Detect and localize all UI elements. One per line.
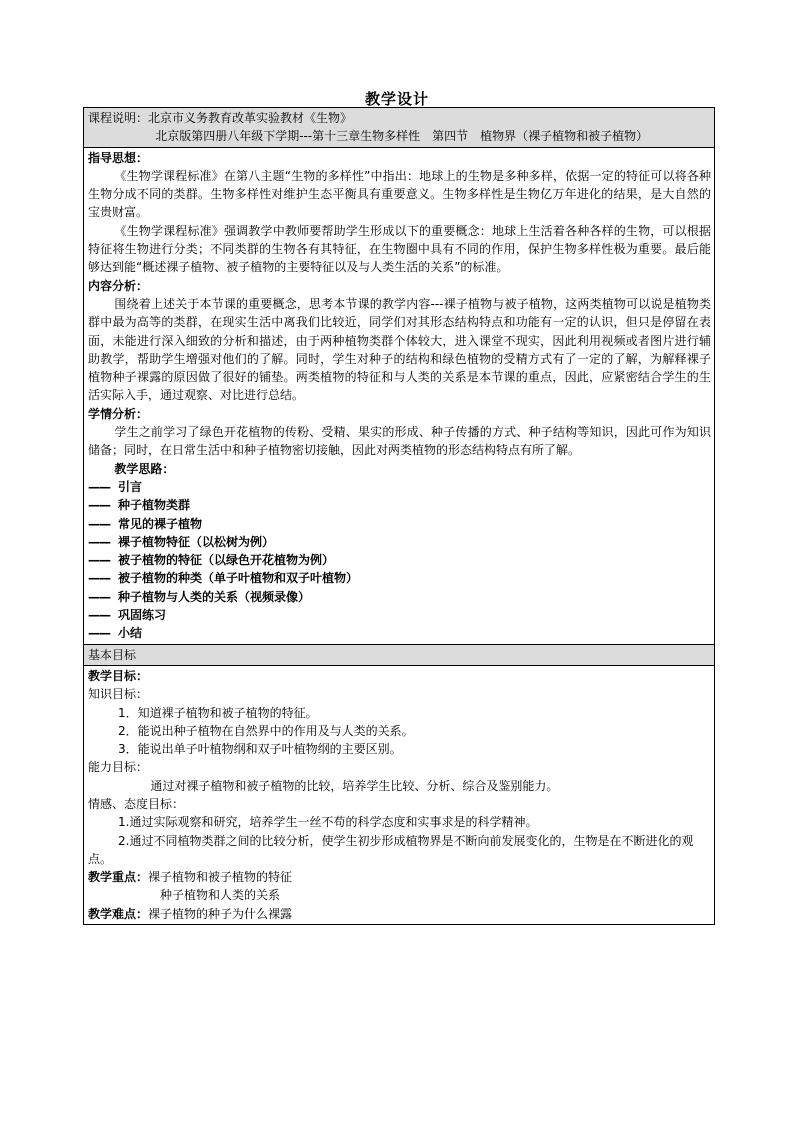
teaching-flow-list [88, 478, 711, 643]
guide-paragraph-2: 《生物学课程标准》强调教学中教师要帮助学生形成以下的重要概念：地球上生活着各种各样的生物，可以根据特征将生物进行分类；不同类群的生物各有其特征，在生物圈中具有不同的作用，保护生物多样性极为重要。最后能够达到能“概述裸子植物、被子植物的主要特征以及与人类生活的关系”的标准。 [88, 223, 711, 275]
student-heading: 学情分析： [88, 406, 149, 421]
key-points-label: 教学重点： [88, 870, 149, 885]
flow-item: —— 被子植物的特征（以绿色开花植物为例） [88, 553, 335, 568]
guide-heading: 指导思想： [88, 150, 149, 165]
basic-goals-row: 基本目标 [84, 645, 714, 666]
emotion-goals-label: 情感、态度目标： [88, 796, 185, 811]
key-points [88, 868, 711, 886]
flow-item: —— 小结 [88, 626, 143, 641]
key-point-2: 种子植物和人类的关系 [160, 888, 281, 903]
difficulty [88, 905, 711, 923]
difficulty-text: 裸子植物的种子为什么裸露 [148, 906, 293, 921]
course-description-row [84, 108, 714, 148]
main-content-row [84, 148, 714, 645]
ability-goal: 通过对裸子植物和被子植物的比较，培养学生比较、分析、综合及鉴别能力。 [150, 778, 559, 793]
emotion-goal: 2.通过不同植物类群之间的比较分析，使学生初步形成植物界是不断向前发展变化的，生物是在不断进化的观点。 [88, 833, 694, 866]
knowledge-goals-label: 知识目标： [88, 687, 149, 702]
flow-item: —— 裸子植物特征（以松树为例） [88, 534, 275, 549]
flow-item: —— 引言 [88, 479, 143, 494]
flow-item: —— 常见的裸子植物 [88, 516, 203, 531]
knowledge-goal: 3．能说出单子叶植物纲和双子叶植物纲的主要区别。 [118, 742, 402, 757]
ability-goals-label: 能力目标： [88, 760, 149, 775]
course-line-1: 课程说明：北京市义务教育改革实验教材《生物》 [88, 111, 353, 125]
document-title: 教学设计 [364, 90, 429, 108]
content-heading: 内容分析： [88, 278, 149, 293]
guide-paragraph-1: 《生物学课程标准》在第八主题“生物的多样性”中指出：地球上的生物是多种多样，依据一定的特征可以将各种生物分成不同的类群。生物多样性对维护生态平衡具有重要意义。生物多样性是生物亿万年进化的结果，是大自然的宝贵财富。 [88, 168, 711, 220]
course-line-2: 北京版第四册八年级下学期---第十三章生物多样性 第四节 植物界（裸子植物和被子植物） [155, 129, 649, 144]
flow-item: —— 被子植物的种类（单子叶植物和双子叶植物） [88, 571, 359, 586]
teaching-thinking-heading: 教学思路： [114, 461, 175, 476]
knowledge-goal: 2．能说出种子植物在自然界中的作用及与人类的关系。 [118, 723, 414, 738]
content-paragraph: 围绕着上述关于本节课的重要概念，思考本节课的教学内容---裸子植物与被子植物，这两类植物可以说是植物类群中最为高等的类群，在现实生活中离我们比较近，同学们对其形态结构特点和功能有一定的认识，但只是停留在表面，未能进行深入细致的分析和描述，由于两种植物类群个体较大，进入课堂不现实，因此利用视频或者图片进行辅助教学，帮助学生增强对他们的了解。同时，学生对种子的结构和绿色植物的受精方式有了一定的了解，为解释裸子植物种子裸露的原因做了很好的铺垫。两类植物的特征和与人类的关系是本节课的重点，因此，应紧密结合学生的生活实际入手，通过观察、对比进行总结。 [88, 296, 711, 403]
emotion-goal: 1.通过实际观察和研究，培养学生一丝不苟的科学态度和实事求是的科学精神。 [118, 815, 538, 830]
goals-heading: 教学目标： [88, 668, 149, 683]
flow-item: —— 种子植物与人类的关系（视频录像） [88, 589, 311, 604]
knowledge-goal: 1．知道裸子植物和被子植物的特征。 [118, 705, 318, 720]
goals-row [84, 666, 714, 924]
lesson-plan-table [83, 107, 715, 925]
flow-item: —— 种子植物类群 [88, 498, 191, 513]
student-paragraph: 学生之前学习了绿色开花植物的传粉、受精、果实的形成、种子传播的方式、种子结构等知识，因此可作为知识储备；同时，在日常生活中和种子植物密切接触，因此对两类植物的形态结构特点有所了解。 [88, 425, 711, 458]
difficulty-label: 教学难点： [88, 906, 149, 921]
key-point-1: 裸子植物和被子植物的特征 [148, 870, 293, 885]
flow-item: —— 巩固练习 [88, 608, 167, 623]
